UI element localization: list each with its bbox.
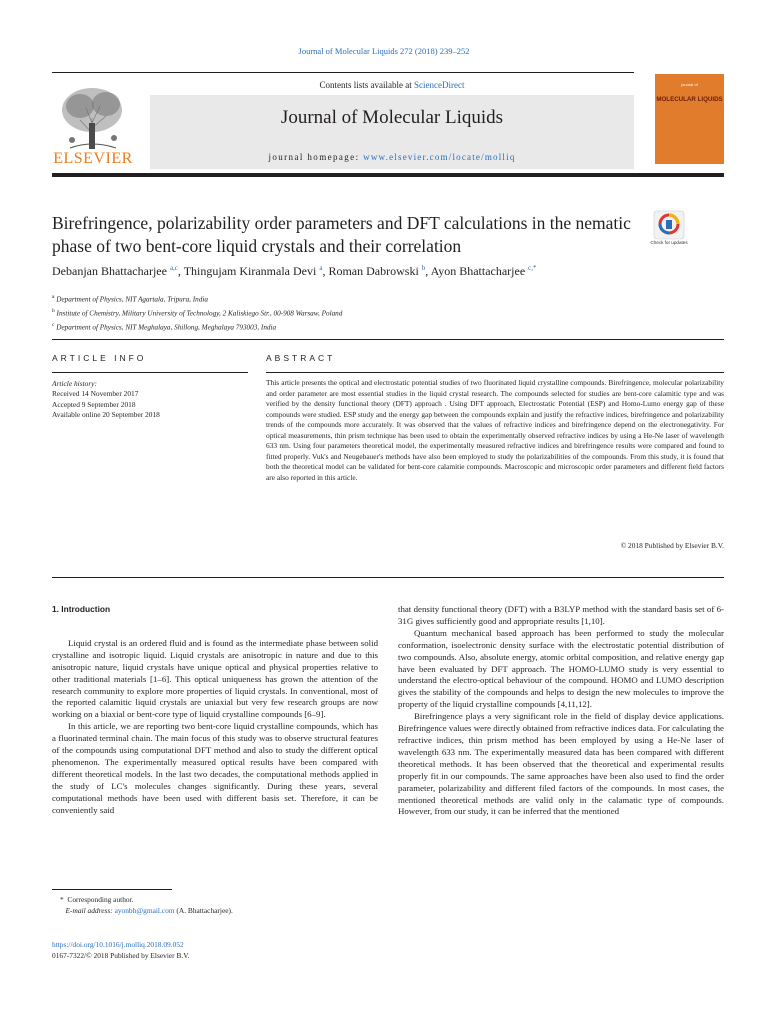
- author-name: Debanjan Bhattacharjee: [52, 264, 167, 278]
- body-paragraph: Quantum mechanical based approach has been performed to study the molecular conformation, isoelectronic density surface with the electrostatic potential distribution of two compounds. Also, absolute energy, atomic orbital composition, and relative energy gap have been evaluated by DFT approach. The HOMO-LUMO study is very essential to understand the electro-optical behaviour of the compound. HOMO and LUMO description gives the stability of the compounds and helps to design the new molecules to improve the property of the liquid crystalline compounds [4,11,12].: [398, 627, 724, 710]
- body-column-left: [52, 604, 378, 817]
- affiliation-text: Department of Physics, NIT Meghalaya, Shillong, Meghalaya 793003, India: [56, 323, 277, 332]
- cover-small-text: journal of: [681, 82, 698, 87]
- body-paragraph: Birefringence plays a very significant role in the field of display device applications. Birefringence values were directly obtained from refractive indices data. For calculating the refractive indices, thin prism method has been employed by using a He-Ne laser of wavelength 633 nm. The experimentally measured data has been compared with different theoretical methods. It has been observed that the theoretical and experimental results properly fit in our compounds. The same approaches have been also used to find the order parameter, polarizability and different filed factors of the compounds. In most cases, the mentioned theoretical methods are valid only in the calamatic type of compounds. However, from our study, it can be inferred that the mentioned: [398, 711, 724, 817]
- footnotes: [60, 895, 380, 916]
- journal-reference-link[interactable]: Journal of Molecular Liquids 272 (2018) 239–252: [298, 46, 470, 56]
- affiliation-sup: b: [52, 307, 55, 314]
- corresponding-label: Corresponding author.: [67, 895, 134, 904]
- author-name: Ayon Bhattacharjee: [430, 264, 526, 278]
- author-affil-sup[interactable]: a: [319, 264, 323, 272]
- footnote-rule: [52, 889, 172, 890]
- journal-title: Journal of Molecular Liquids: [280, 107, 504, 128]
- affiliation-list: [52, 292, 652, 334]
- abstract-text: This article presents the optical and electrostatic potential studies of two fluorinated liquid crystalline compounds. Birefringence, molecular polarizability and order parameter are most essential studies in the liquid crystal research. The compounds selected for studies are bent-core calamitic type and was verified by the density functional theory (DFT) approach . Using DFT approach, Electrostatic Potential (ESP) and Homo-Lumo energy gap of these compounds were studied. ESP study and the energy gap between the compounds explain and justify the refractive indices, birefringence and polarizability trends of the compounds more accurately. It was observed that the values of refractive indices and birefringence depend on the electronegativity. For optical measurements, thin prism technique has been used to obtain the experimentally observed refractive indices by using a He-Ne laser of wavelength 633 nm. Using four parameters theoretical model, the experimentally measured refractive indices and birefringence results were compared and found to fitted properly. Vuk's and Neugebauer's methods have also been employed to study the polarizabilities of the compounds. From this study, it is found that both the theoretical model can be validated for bent-core calamitie compounds. Macroscopic and microscopic order parameters and different field factors are also reported in this article.: [266, 378, 724, 482]
- contents-prefix: Contents lists available at: [319, 80, 414, 90]
- journal-cover-thumbnail[interactable]: [655, 74, 724, 164]
- email-owner: (A. Bhattacharjee).: [176, 905, 233, 915]
- article-info-heading: ARTICLE INFO: [52, 353, 147, 363]
- doi-block: [52, 940, 189, 961]
- affiliation-sup: a: [52, 294, 55, 300]
- body-paragraph: In this article, we are reporting two bent-core liquid crystalline compounds, which has a fluorinated terminal chain. The main focus of this study was to observe structural features of the compounds using computational DFT method and also to study the different optical phenomenon. The experimentally measured optical results have been compared with different theoretical models. In the last two decades, the computational methods applied in the study of LC's molecules changes significantly. During these years, several computational methods have been used with different basis set. Therefore, it can be conveniently said: [52, 721, 378, 815]
- body-paragraph: Liquid crystal is an ordered fluid and is found as the intermediate phase between solid crystalline and isotropic liquid. Liquid crystals are anisotropic in nature and due to this anisotropic nature, liquid crystals have unique optical and physical properties relative to other traditional materials [1–6]. This optical uniqueness has grown the attention of the research community to explore more properties of liquid crystals. In conventional, most of the reported calamitic liquid crystals are uniaxial but very few research groups are now working on a biaxial or bent-core type of liquid crystalline compounds [6–9].: [52, 637, 378, 720]
- corresponding-author-note: [60, 895, 380, 906]
- footnote-star: *: [60, 895, 64, 904]
- affiliation-text: Institute of Chemistry, Military University of Technology, 2 Kaliskiego Str., 00-908 Warsaw, Poland: [56, 309, 343, 318]
- email-link[interactable]: ayonbh@gmail.com: [114, 905, 175, 915]
- cover-title-text: MOLECULAR LIQUIDS: [656, 96, 723, 103]
- body-column-right: [398, 604, 724, 818]
- journal-homepage-line: [150, 152, 634, 162]
- email-note: [60, 906, 380, 917]
- online-date: Available online 20 September 2018: [52, 410, 160, 420]
- elsevier-wordmark: ELSEVIER: [53, 150, 133, 167]
- author-name: Thingujam Kiranmala Devi: [183, 264, 317, 278]
- author-affil-sup[interactable]: a,c: [169, 264, 178, 272]
- section-divider: [52, 577, 724, 578]
- article-title: Birefringence, polarizability order parameters and DFT calculations in the nematic phase of two bent-core liquid crystals and their correlation: [52, 213, 631, 256]
- check-updates-icon: [646, 210, 692, 240]
- check-for-updates-badge[interactable]: [646, 210, 692, 252]
- sciencedirect-link[interactable]: ScienceDirect: [414, 80, 465, 90]
- check-updates-label: Check for updates: [650, 240, 688, 245]
- received-date: Received 14 November 2017: [52, 389, 139, 399]
- history-label: Article history:: [52, 379, 97, 388]
- header-rule-top: [52, 72, 634, 73]
- homepage-link[interactable]: www.elsevier.com/locate/molliq: [363, 152, 516, 162]
- author-affil-sup[interactable]: b: [421, 264, 426, 272]
- homepage-label: journal homepage:: [268, 152, 364, 162]
- email-label: E-mail address:: [65, 905, 113, 915]
- section-divider: [52, 339, 724, 340]
- header-rule-bottom: [52, 173, 724, 177]
- affiliation-item: [52, 320, 652, 334]
- abstract-heading: ABSTRACT: [266, 353, 336, 363]
- affiliation-item: [52, 306, 652, 320]
- section-heading: 1. Introduction: [52, 604, 111, 614]
- body-paragraph: that density functional theory (DFT) with a B3LYP method with the standard basis set of 6-31G gives sufficiently good and appropriate results [1,10].: [398, 604, 724, 626]
- issn-copyright: 0167-7322/© 2018 Published by Elsevier B.V.: [52, 950, 190, 960]
- abstract-rule: [266, 372, 724, 373]
- abstract-copyright: © 2018 Published by Elsevier B.V.: [620, 541, 724, 550]
- doi-link[interactable]: https://doi.org/10.1016/j.molliq.2018.09.052: [52, 940, 184, 949]
- article-history: [52, 379, 248, 421]
- affiliation-item: [52, 292, 652, 306]
- author-affil-sup[interactable]: c,*: [528, 264, 537, 272]
- affiliation-sup: c: [52, 321, 55, 328]
- author-list: Debanjan Bhattacharjee $^{a,c}$, Thingujam Kiranmala Devi $^a$, Roman Dabrowski $^b$, Ayon Bhattacharjee $^{c,*}$: [52, 264, 537, 278]
- contents-available-line: [150, 80, 634, 90]
- article-info-rule: [52, 372, 248, 373]
- accepted-date: Accepted 9 September 2018: [52, 399, 136, 409]
- affiliation-text: Department of Physics, NIT Agartala, Tripura, India: [56, 295, 208, 304]
- author-name: Roman Dabrowski: [328, 264, 419, 278]
